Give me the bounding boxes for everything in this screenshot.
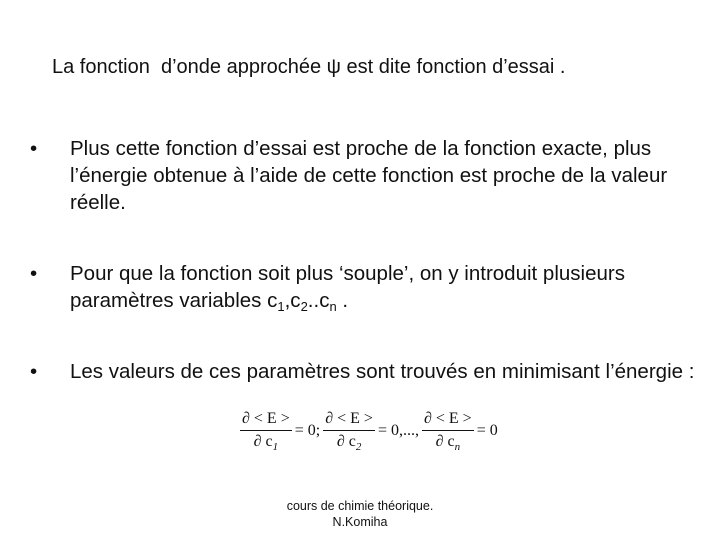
subscript-n: n	[329, 299, 337, 314]
footer-course: cours de chimie théorique.	[286, 499, 434, 513]
bullet-text-main: Pour que la fonction soit plus ‘souple’, on y introduit plusieurs paramètres variables c	[70, 262, 625, 312]
bullet-item-2	[30, 260, 710, 314]
fraction-denominator: ∂ $c_2$	[336, 433, 362, 453]
fraction-numerator: ∂ < E >	[240, 410, 292, 431]
minimization-equation	[240, 410, 501, 460]
bullet-marker: •	[30, 262, 38, 285]
bullet-text-end: .	[336, 289, 349, 312]
bullet-marker: •	[30, 360, 38, 383]
slide-intro-text: La fonction d’onde approchée ψ est dite fonction d’essai .	[52, 56, 566, 78]
separator-1: ,c	[284, 289, 301, 312]
derivative-fraction-2	[323, 410, 375, 451]
fraction-denominator: ∂ $c_n$	[435, 433, 461, 453]
footer-author: N.Komiha	[332, 515, 388, 529]
fraction-numerator: ∂ < E >	[422, 410, 474, 431]
subscript-2: 2	[300, 299, 308, 314]
derivative-fraction-n	[422, 410, 474, 451]
bullet-item-3	[30, 358, 710, 385]
equation-equals-1: = 0;	[294, 421, 321, 439]
bullet-text	[70, 260, 710, 314]
equation-equals-2: = 0,...,	[377, 421, 419, 439]
bullet-text: Les valeurs de ces paramètres sont trouvés en minimisant l’énergie :	[70, 360, 695, 383]
derivative-fraction-1	[240, 410, 292, 451]
bullet-item-1	[30, 135, 710, 216]
equation-equals-n: = 0	[476, 421, 498, 439]
slide-footer	[200, 498, 520, 530]
bullet-marker: •	[30, 137, 38, 160]
subscript-1: 1	[277, 299, 285, 314]
fraction-numerator: ∂ < E >	[323, 410, 375, 431]
bullet-text: Plus cette fonction d’essai est proche de la fonction exacte, plus l’énergie obtenue à l’aide de cette fonction est proche de la valeur réelle.	[70, 137, 668, 214]
fraction-denominator: ∂ $c_1$	[253, 433, 279, 453]
separator-2: ..c	[307, 289, 330, 312]
